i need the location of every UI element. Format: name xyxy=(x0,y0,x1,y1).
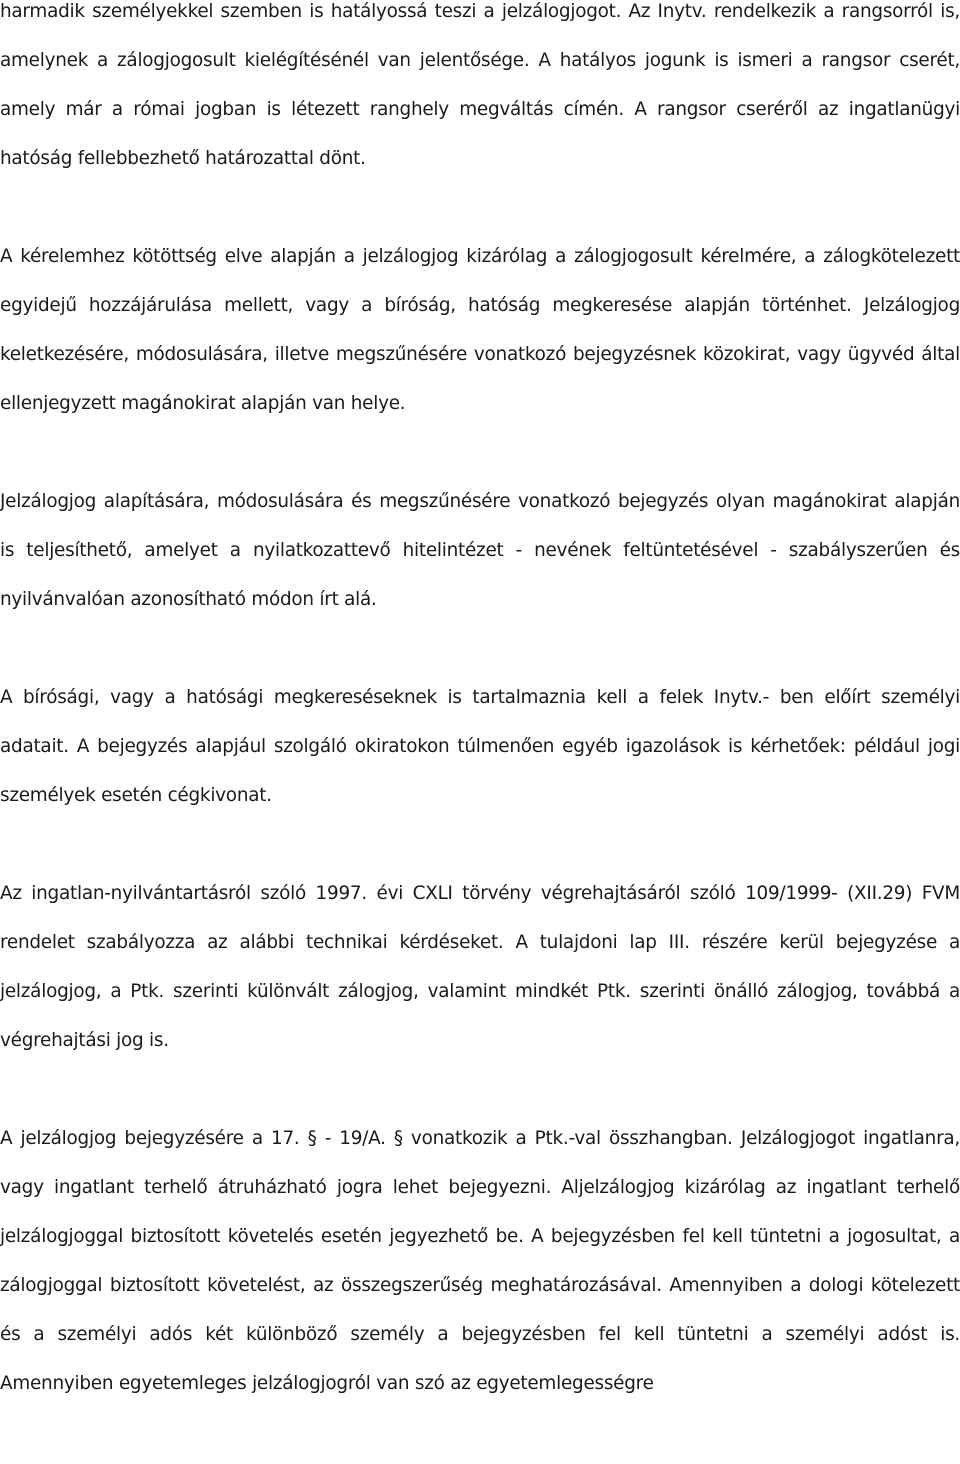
paragraph-kerelemhez-kotottseg: A kérelemhez kötöttség elve alapján a jelzálogjog kizárólag a zálogjogosult kérelmére, a zálogkötelezett egyidejű hozzájárulása mellett, vagy a bíróság, hatóság megkeresése alapján történhet. Jelzálogjog keletkezésére, módosulására, illetve megszűnésére vonatkozó bejegyzésnek közokirat, vagy ügyvéd által ellenjegyzett magánokirat alapján van helye. xyxy=(0,246,960,414)
paragraph-birosagi-megkeresesek: A bírósági, vagy a hatósági megkereséseknek is tartalmaznia kell a felek Inytv.- ben előírt személyi adatait. A bejegyzés alapjául szolgáló okiratokon túlmenően egyéb igazolások is kérhetőek: például jogi személyek esetén cégkivonat. xyxy=(0,687,960,806)
paragraph-jelzalogjog-alapitasa: Jelzálogjog alapítására, módosulására és megszűnésére vonatkozó bejegyzés olyan magánokirat alapján is teljesíthető, amelyet a nyilatkozattevő hitelintézet - nevének feltüntetésével - szabályszerűen és nyilvánvalóan azonosítható módon írt alá. xyxy=(0,491,960,610)
paragraph-fvm-rendelet: Az ingatlan-nyilvántartásról szóló 1997. évi CXLI törvény végrehajtásáról szóló 109/1999- (XII.29) FVM rendelet szabályozza az alábbi technikai kérdéseket. A tulajdoni lap III. részére kerül bejegyzése a jelzálogjog, a Ptk. szerinti különvált zálogjog, valamint mindkét Ptk. szerinti önálló zálogjog, továbbá a végrehajtási jog is. xyxy=(0,883,960,1051)
paragraph-rangsor: harmadik személyekkel szemben is hatályossá teszi a jelzálogjogot. Az Inytv. rendelkezik a rangsorról is, amelynek a zálogjogosult kielégítésénél van jelentősége. A hatályos jogunk is ismeri a rangsor cserét, amely már a római jogban is létezett ranghely megváltás címén. A rangsor cseréről az ingatlanügyi hatóság fellebbezhető határozattal dönt. xyxy=(0,1,960,169)
paragraph-jelzalogjog-bejegyzese: A jelzálogjog bejegyzésére a 17. § - 19/A. § vonatkozik a Ptk.-val összhangban. Jelzálogjogot ingatlanra, vagy ingatlant terhelő átruházható jogra lehet bejegyezni. Aljelzálogjog kizárólag az ingatlant terhelő jelzálogjoggal biztosított követelés esetén jegyezhető be. A bejegyzésben fel kell tüntetni a jogosultat, a zálogjoggal biztosított követelést, az összegszerűség meghatározásával. Amennyiben a dologi kötelezett és a személyi adós két különböző személy a bejegyzésben fel kell tüntetni a személyi adóst is. Amennyiben egyetemleges jelzálogjogról van szó az egyetemlegességre xyxy=(0,1128,960,1394)
